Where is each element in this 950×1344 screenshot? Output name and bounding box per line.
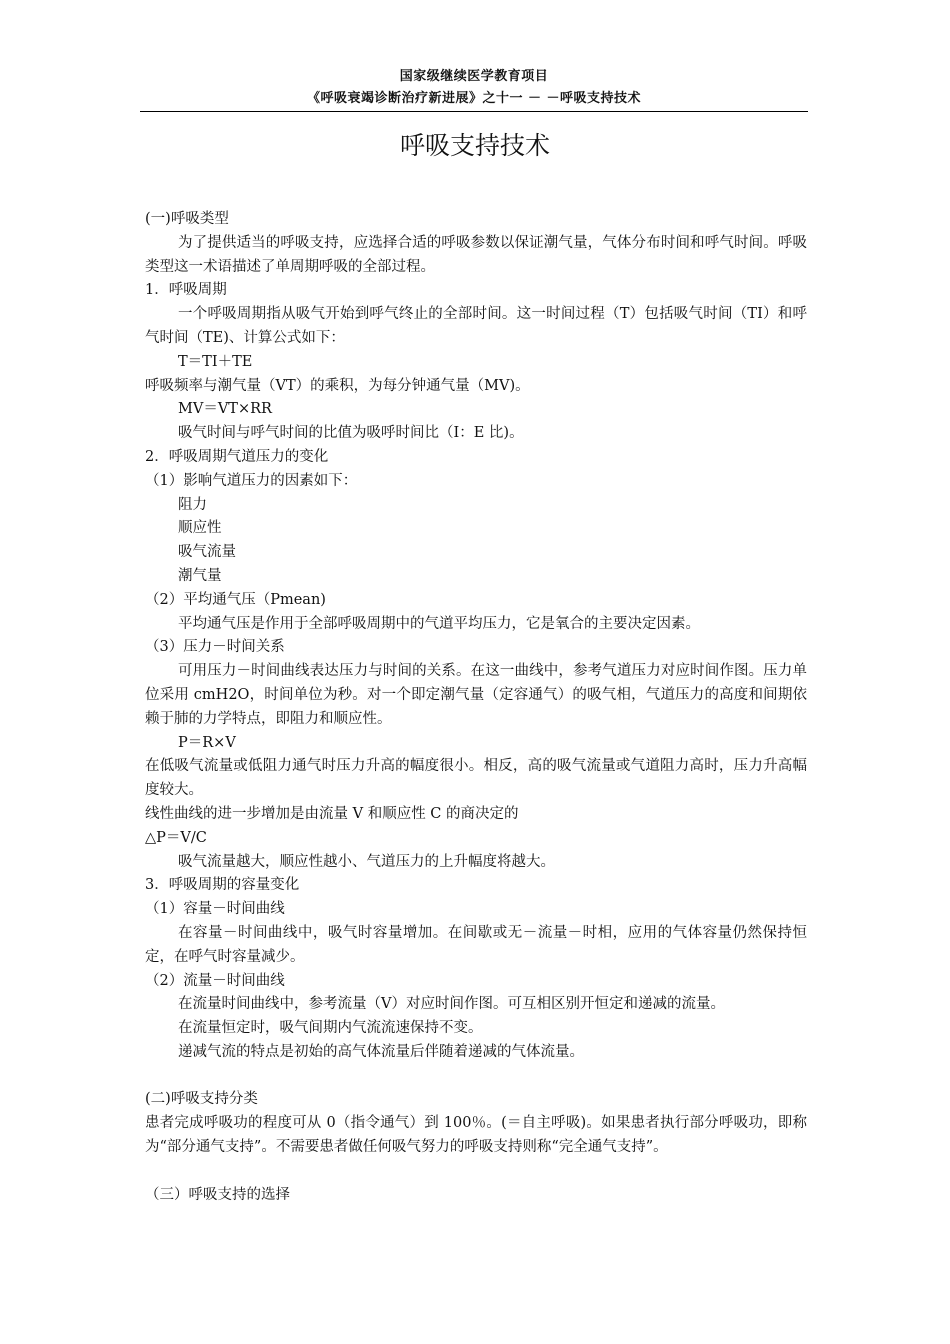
paragraph: 递减气流的特点是初始的高气体流量后伴随着递减的气体流量。 <box>178 1043 584 1060</box>
paragraph: 线性曲线的进一步增加是由流量 V 和顺应性 C 的商决定的 <box>145 805 519 822</box>
subsection-heading: 1．呼吸周期 <box>145 282 227 299</box>
subsection-heading: 3．呼吸周期的容量变化 <box>145 877 300 894</box>
paragraph: 吸气流量越大，顺应性越小、气道压力的上升幅度将越大。 <box>178 853 555 870</box>
section-heading: （三）呼吸支持的选择 <box>145 1186 290 1203</box>
section-heading: (二)呼吸支持分类 <box>145 1091 258 1108</box>
paragraph: 患者完成呼吸功的程度可从 0（指令通气）到 100％。(＝自主呼吸)。如果患者执行部分呼吸功，即称为“部分通气支持”。不需要患者做任何吸气努力的呼吸支持则称“完全通气支持”。 <box>145 1115 807 1156</box>
paragraph: 在流量恒定时，吸气间期内气流流速保持不变。 <box>178 1020 483 1037</box>
header-line-2: 《呼吸衰竭诊断治疗新进展》之十一 － －呼吸支持技术 <box>306 91 642 106</box>
sub-heading: （1）影响气道压力的因素如下： <box>145 472 358 489</box>
list-item: 阻力 <box>178 496 207 513</box>
paragraph: 可用压力－时间曲线表达压力与时间的关系。在这一曲线中，参考气道压力对应时间作图。压力单位采用 cmH2O，时间单位为秒。对一个即定潮气量（定容通气）的吸气相，气道压力的高度和间期依赖于肺的力学特点，即阻力和顺应性。 <box>145 663 807 727</box>
sub-heading: （2）平均通气压（Pmean) <box>145 591 326 608</box>
sub-heading: （1）容量－时间曲线 <box>145 901 285 918</box>
section-heading: (一)呼吸类型 <box>145 211 229 227</box>
spacer <box>145 1160 807 1184</box>
header-rule <box>140 111 808 112</box>
formula: MV＝VT×RR <box>178 401 272 418</box>
paragraph: 在流量时间曲线中，参考流量（V）对应时间作图。可互相区别开恒定和递减的流量。 <box>178 996 725 1013</box>
paragraph: 在容量－时间曲线中，吸气时容量增加。在间歇或无－流量－时相，应用的气体容量仍然保持恒定，在呼气时容量减少。 <box>145 924 807 965</box>
header-line-1: 国家级继续医学教育项目 <box>399 69 549 84</box>
sub-heading: （3）压力－时间关系 <box>145 639 285 656</box>
paragraph: 平均通气压是作用于全部呼吸周期中的气道平均压力，它是氧合的主要决定因素。 <box>178 615 700 632</box>
sub-heading: （2）流量－时间曲线 <box>145 972 285 989</box>
list-item: 顺应性 <box>178 520 222 537</box>
formula: T＝TI＋TE <box>178 353 253 370</box>
paragraph: 呼吸频率与潮气量（VT）的乘积，为每分钟通气量（MV)。 <box>145 377 530 394</box>
paragraph: 在低吸气流量或低阻力通气时压力升高的幅度很小。相反，高的吸气流量或气道阻力高时，压力升高幅度较大。 <box>145 758 807 799</box>
list-item: 潮气量 <box>178 567 222 584</box>
spacer <box>145 1065 807 1089</box>
document-body <box>145 208 807 1207</box>
subsection-heading: 2．呼吸周期气道压力的变化 <box>145 448 329 465</box>
formula: P＝R×V <box>178 734 236 751</box>
paragraph: 为了提供适当的呼吸支持，应选择合适的呼吸参数以保证潮气量，气体分布时间和呼气时间。呼吸类型这一术语描述了单周期呼吸的全部过程。 <box>145 234 807 275</box>
paragraph: 吸气时间与呼气时间的比值为吸呼时间比（I：E 比)。 <box>178 425 524 442</box>
page-header <box>140 66 808 110</box>
formula: △P＝V/C <box>145 829 207 846</box>
list-item: 吸气流量 <box>178 544 236 561</box>
paragraph: 一个呼吸周期指从吸气开始到呼气终止的全部时间。这一时间过程（T）包括吸气时间（TI）和呼气时间（TE)、计算公式如下： <box>145 306 807 346</box>
page-title: 呼吸支持技术 <box>399 131 550 160</box>
